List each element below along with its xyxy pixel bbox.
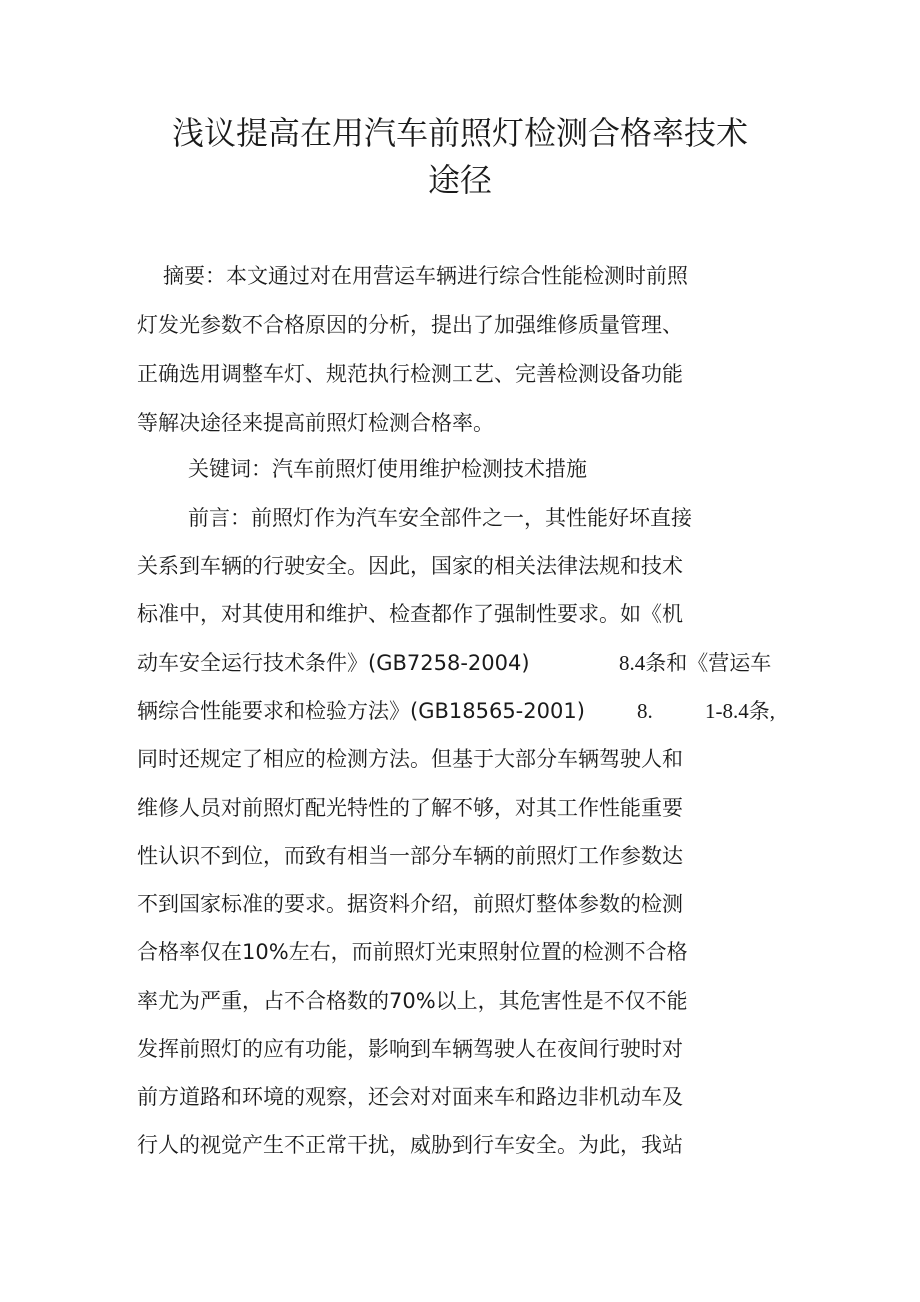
preface-line-8: 性认识不到位，而致有相当一部分车辆的前照灯工作参数达 — [137, 844, 683, 868]
keywords: 关键词：汽车前照灯使用维护检测技术措施 — [188, 457, 587, 481]
preface-line-4-part-1: 动车安全运行技术条件》(GB7258-2004) — [137, 651, 530, 675]
preface-line-7: 维修人员对前照灯配光特性的了解不够，对其工作性能重要 — [137, 796, 683, 820]
preface-line-6: 同时还规定了相应的检测方法。但基于大部分车辆驾驶人和 — [137, 747, 683, 771]
document-title-line-2: 途径 — [427, 161, 492, 199]
preface-line-1: 前言：前照灯作为汽车安全部件之一，其性能好坏直接 — [188, 506, 692, 530]
abstract-line-1: 摘要：本文通过对在用营运车辆进行综合性能检测时前照 — [163, 264, 688, 288]
preface-line-10: 合格率仅在10%左右，而前照灯光束照射位置的检测不合格 — [137, 940, 688, 964]
preface-line-13: 前方道路和环境的观察，还会对对面来车和路边非机动车及 — [137, 1085, 683, 1109]
preface-line-4-part-2: 8.4条和《营运车 — [619, 651, 772, 675]
abstract-line-3: 正确选用调整车灯、规范执行检测工艺、完善检测设备功能 — [137, 362, 683, 386]
abstract-line-4: 等解决途径来提高前照灯检测合格率。 — [137, 411, 494, 435]
preface-line-5-part-1: 辆综合性能要求和检验方法》(GB18565-2001) — [137, 699, 585, 723]
preface-line-12: 发挥前照灯的应有功能，影响到车辆驾驶人在夜间行驶时对 — [137, 1037, 683, 1061]
preface-line-11: 率尤为严重，占不合格数的70%以上，其危害性是不仅不能 — [137, 989, 688, 1013]
abstract-line-2: 灯发光参数不合格原因的分析，提出了加强维修质量管理、 — [137, 313, 683, 337]
preface-line-5-part-2: 8. — [637, 699, 653, 723]
preface-line-9: 不到国家标准的要求。据资料介绍，前照灯整体参数的检测 — [137, 892, 683, 916]
preface-line-2: 关系到车辆的行驶安全。因此，国家的相关法律法规和技术 — [137, 554, 683, 578]
document-title-line-1: 浅议提高在用汽车前照灯检测合格率技术 — [171, 114, 748, 152]
preface-line-14: 行人的视觉产生不正常干扰，威胁到行车安全。为此，我站 — [137, 1133, 683, 1157]
preface-line-3: 标准中，对其使用和维护、检查都作了强制性要求。如《机 — [137, 602, 683, 626]
preface-line-5-part-3: 1-8.4条, — [705, 699, 775, 723]
